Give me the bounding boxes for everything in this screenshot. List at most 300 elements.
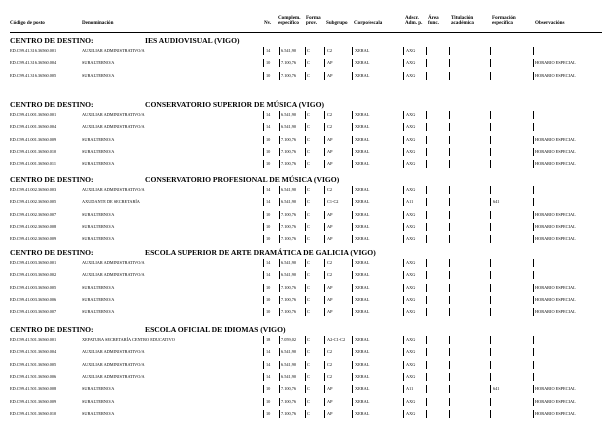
cell-level: 14 [266,187,271,192]
column-divider [279,308,280,316]
column-divider [403,410,404,418]
column-divider [449,296,450,304]
cell-code: ED.C99.41.001.36560.004 [10,124,57,130]
column-divider [305,160,306,168]
cell-compl: 7.100,76 [281,223,297,229]
column-divider [403,398,404,406]
cell-compl: 6.541,90 [281,199,297,205]
cell-name: SUBALTERNO/A [82,161,115,167]
cell-observations: HORARIO ESPECIAL [535,386,576,392]
column-divider [403,259,404,267]
cell-observations: HORARIO ESPECIAL [535,236,576,242]
cell-adscr: AXG [406,48,416,53]
cell-corpo: XERAL [355,398,370,404]
table-row [0,384,615,394]
column-divider [490,271,491,279]
column-divider [305,373,306,381]
column-divider [490,361,491,369]
cell-corpo: XERAL [355,48,370,53]
column-divider [426,59,427,67]
column-divider [324,111,325,119]
column-divider [305,336,306,344]
column-divider [305,223,306,231]
cell-compl: 7.100,76 [281,398,297,404]
column-divider [279,211,280,219]
column-divider [533,235,534,243]
centre-label: CENTRO DE DESTINO: [10,100,94,109]
column-divider [403,160,404,168]
cell-level: 10 [266,211,271,217]
column-divider [533,211,534,219]
cell-subgrupo: C2 [327,260,333,265]
cell-observations: HORARIO ESPECIAL [535,410,576,416]
header-adscr-bottom: Adm. p. [405,20,423,26]
column-divider [426,398,427,406]
header-forma-bottom: prov. [306,20,318,26]
column-divider [533,148,534,156]
column-divider [279,123,280,131]
cell-code: ED.C99.41.003.36560.005 [10,284,57,290]
column-divider [426,223,427,231]
column-divider [426,186,427,194]
cell-adscr: AXG [406,260,416,265]
column-divider [279,111,280,119]
column-divider [403,348,404,356]
cell-level: 18 [266,337,271,342]
cell-name: SUBALTERNO/A [82,60,115,66]
cell-corpo: XERAL [355,272,370,278]
cell-forma: C [307,284,310,290]
cell-compl: 7.100,76 [281,386,297,392]
column-divider [449,235,450,243]
centre-label: CENTRO DE DESTINO: [10,325,94,334]
centre-heading [10,175,600,184]
cell-level: 10 [266,72,271,78]
header-area-top: Área [428,15,439,21]
column-divider [263,336,264,344]
cell-name: AUXILIAR ADMINISTRATIVO/A [82,48,145,53]
column-divider [324,72,325,80]
cell-adscr: AXG [406,410,416,416]
cell-corpo: XERAL [355,349,370,355]
cell-code: ED.C99.41.001.36560.001 [10,112,57,117]
header-forma-top: Forma [306,15,321,21]
column-divider [533,47,534,55]
column-divider [263,123,264,131]
cell-adscr: AXG [406,211,416,217]
column-divider [533,308,534,316]
cell-adscr: A11 [406,386,414,392]
centre-heading [10,100,600,109]
cell-name: SUBALTERNO/A [82,398,115,404]
column-divider [490,123,491,131]
column-divider [403,111,404,119]
table-row [0,159,615,169]
column-divider [426,259,427,267]
column-divider [426,47,427,55]
cell-level: 14 [266,349,271,355]
column-divider [403,361,404,369]
cell-observations: HORARIO ESPECIAL [535,309,576,315]
column-divider [263,410,264,418]
column-divider [263,148,264,156]
column-divider [305,47,306,55]
table-row [0,270,615,280]
header-titulacion-bottom: académica [451,20,474,26]
column-divider [533,186,534,194]
cell-compl: 7.100,76 [281,284,297,290]
column-divider [324,47,325,55]
cell-level: 10 [266,398,271,404]
column-divider [533,72,534,80]
header-corpo: Corpo/escala [354,20,383,26]
column-divider [305,123,306,131]
cell-forma: C [307,187,310,192]
cell-corpo: XERAL [355,236,370,242]
column-divider [263,373,264,381]
header-compl-top: Complem. [278,15,301,21]
column-divider [490,385,491,393]
column-divider [449,271,450,279]
column-divider [324,361,325,369]
column-divider [279,271,280,279]
cell-corpo: XERAL [355,161,370,167]
column-divider [324,296,325,304]
column-divider [305,259,306,267]
cell-adscr: AXG [406,296,416,302]
cell-corpo: XERAL [355,211,370,217]
column-divider [279,235,280,243]
centre-label: CENTRO DE DESTINO: [10,248,94,257]
column-divider [533,361,534,369]
cell-code: ED.C99.41.501.36560.009 [10,398,57,404]
cell-level: 14 [266,124,271,130]
cell-name: SUBALTERNO/A [82,223,115,229]
cell-forma: C [307,236,310,242]
cell-subgrupo: AP [327,211,333,217]
cell-name: SUBALTERNO/A [82,386,115,392]
cell-forma: C [307,361,310,367]
cell-subgrupo: C2 [327,373,333,379]
column-divider [449,361,450,369]
cell-forma: C [307,398,310,404]
column-divider [305,284,306,292]
column-divider [263,235,264,243]
column-divider [426,72,427,80]
header-subgrupo: Subgrupo [326,20,348,26]
cell-adscr: AXG [406,112,416,117]
column-divider [426,111,427,119]
cell-code: ED.C99.41.002.36560.005 [10,199,57,205]
cell-name: AUXILIAR ADMINISTRATIVO/A [82,124,145,130]
column-divider [403,47,404,55]
cell-forma: C [307,309,310,315]
column-divider [533,271,534,279]
column-divider [279,259,280,267]
column-divider [533,123,534,131]
column-divider [533,336,534,344]
cell-code: ED.C99.41.003.36560.006 [10,296,57,302]
cell-level: 10 [266,236,271,242]
cell-forma: C [307,223,310,229]
cell-corpo: XERAL [355,361,370,367]
column-divider [533,296,534,304]
header-name: Denominación [82,20,114,26]
column-divider [279,348,280,356]
cell-name: AUXILIAR ADMINISTRATIVO/A [82,187,145,192]
cell-compl: 6.541,90 [281,361,297,367]
cell-corpo: XERAL [355,60,370,66]
cell-subgrupo: C2 [327,272,333,278]
column-divider [403,211,404,219]
column-divider [279,148,280,156]
column-divider [279,385,280,393]
column-divider [324,348,325,356]
column-divider [403,148,404,156]
column-divider [449,348,450,356]
cell-adscr: AXG [406,236,416,242]
column-divider [305,198,306,206]
column-divider [324,336,325,344]
centre-name: IES AUDIOVISUAL (VIGO) [145,36,240,45]
cell-subgrupo: C2 [327,48,333,53]
cell-observations: HORARIO ESPECIAL [535,296,576,302]
column-divider [533,198,534,206]
column-divider [263,111,264,119]
cell-corpo: XERAL [355,72,370,78]
column-divider [449,111,450,119]
column-divider [449,47,450,55]
column-divider [426,385,427,393]
cell-code: ED.C99.41.003.36560.002 [10,272,57,278]
column-divider [305,296,306,304]
centre-name: CONSERVATORIO SUPERIOR DE MÚSICA (VIGO) [145,100,325,109]
cell-level: 14 [266,112,271,117]
column-divider [305,385,306,393]
column-divider [533,223,534,231]
cell-name: SUBALTERNO/A [82,410,115,416]
column-divider [279,410,280,418]
column-divider [449,259,450,267]
cell-forma: C [307,211,310,217]
table-row [0,58,615,68]
column-divider [324,271,325,279]
header-formacion-bottom: específica [492,20,513,26]
table-row [0,409,615,419]
column-divider [449,59,450,67]
cell-observations: HORARIO ESPECIAL [535,284,576,290]
centre-label: CENTRO DE DESTINO: [10,36,94,45]
column-divider [263,186,264,194]
cell-name: XEFATURA SECRETARÍA CENTRO EDUCATIVO [82,337,175,342]
column-divider [533,59,534,67]
cell-subgrupo: AP [327,136,333,142]
cell-level: 10 [266,223,271,229]
column-divider [490,186,491,194]
column-divider [403,186,404,194]
column-divider [426,296,427,304]
cell-code: ED.C99.41.001.36560.011 [10,161,57,167]
table-row [0,222,615,232]
cell-level: 10 [266,309,271,315]
table-row [0,46,615,56]
column-divider [403,72,404,80]
column-divider [490,223,491,231]
column-divider [263,348,264,356]
cell-adscr: AXG [406,148,416,154]
cell-subgrupo: C2 [327,349,333,355]
column-divider [426,284,427,292]
column-divider [426,361,427,369]
cell-subgrupo: AP [327,410,333,416]
column-divider [324,398,325,406]
cell-code: ED.C99.41.003.36560.001 [10,260,57,265]
cell-adscr: AXG [406,309,416,315]
cell-compl: 7.100,76 [281,236,297,242]
centre-label: CENTRO DE DESTINO: [10,175,94,184]
cell-name: AUXILIAR ADMINISTRATIVO/A [82,349,145,355]
column-divider [403,123,404,131]
column-divider [490,198,491,206]
column-divider [403,223,404,231]
cell-observations: HORARIO ESPECIAL [535,223,576,229]
cell-corpo: XERAL [355,284,370,290]
table-row [0,71,615,81]
cell-level: 10 [266,284,271,290]
cell-forma: C [307,386,310,392]
header-formacion-top: Formación [492,15,516,21]
cell-level: 10 [266,136,271,142]
column-divider [403,198,404,206]
column-divider [403,296,404,304]
cell-adscr: AXG [406,398,416,404]
cell-level: 14 [266,199,271,205]
column-divider [490,47,491,55]
column-divider [324,198,325,206]
cell-adscr: AXG [406,72,416,78]
column-divider [263,398,264,406]
cell-observations: HORARIO ESPECIAL [535,211,576,217]
cell-corpo: XERAL [355,386,370,392]
cell-adscr: AXG [406,136,416,142]
cell-corpo: XERAL [355,136,370,142]
cell-adscr: AXG [406,337,416,342]
cell-corpo: XERAL [355,148,370,154]
cell-code: ED.C99.41.501.36560.010 [10,410,57,416]
column-divider [263,271,264,279]
cell-formacion: 641 [493,199,500,205]
column-divider [305,235,306,243]
column-divider [324,160,325,168]
column-divider [263,385,264,393]
column-divider [426,308,427,316]
cell-level: 10 [266,386,271,392]
column-divider [449,72,450,80]
centre-name: CONSERVATORIO PROFESIONAL DE MÚSICA (VIGO) [145,175,340,184]
column-divider [324,410,325,418]
column-divider [426,348,427,356]
cell-compl: 6.541,90 [281,112,297,117]
cell-code: ED.C99.41.316.36560.004 [10,60,57,66]
column-divider [305,308,306,316]
column-divider [324,308,325,316]
header-rule [10,32,602,33]
column-divider [263,296,264,304]
column-divider [403,136,404,144]
column-divider [305,211,306,219]
cell-name: SUBALTERNO/A [82,296,115,302]
cell-level: 10 [266,60,271,66]
cell-level: 14 [266,373,271,379]
cell-formacion: 641 [493,386,500,392]
column-divider [279,296,280,304]
cell-code: ED.C99.41.501.36560.006 [10,373,57,379]
column-divider [449,186,450,194]
cell-corpo: XERAL [355,337,370,342]
column-divider [279,72,280,80]
column-divider [279,136,280,144]
cell-corpo: XERAL [355,223,370,229]
cell-level: 14 [266,361,271,367]
cell-compl: 7.100,76 [281,309,297,315]
cell-forma: C [307,60,310,66]
cell-compl: 7.100,76 [281,72,297,78]
column-divider [449,398,450,406]
column-divider [449,410,450,418]
column-divider [263,72,264,80]
column-divider [426,410,427,418]
column-divider [533,398,534,406]
column-divider [403,235,404,243]
column-divider [490,284,491,292]
header-observations: Observacións [535,20,565,26]
cell-subgrupo: C2 [327,187,333,192]
column-divider [324,59,325,67]
column-divider [324,136,325,144]
column-divider [449,373,450,381]
cell-level: 10 [266,161,271,167]
cell-code: ED.C99.41.501.36560.005 [10,361,57,367]
centre-name: ESCOLA SUPERIOR DE ARTE DRAMÁTICA DE GALICIA (VIGO) [145,248,376,257]
cell-observations: HORARIO ESPECIAL [535,60,576,66]
column-divider [279,361,280,369]
column-divider [490,308,491,316]
column-divider [449,223,450,231]
column-divider [426,336,427,344]
table-row [0,335,615,345]
column-divider [490,160,491,168]
cell-code: ED.C99.41.002.36560.007 [10,211,57,217]
cell-code: ED.C99.41.003.36560.007 [10,309,57,315]
cell-name: AUXILIAR ADMINISTRATIVO/A [82,373,145,379]
table-row [0,147,615,157]
column-divider [324,284,325,292]
cell-compl: 7.100,76 [281,211,297,217]
column-divider [533,259,534,267]
column-divider [490,259,491,267]
column-divider [279,223,280,231]
cell-corpo: XERAL [355,296,370,302]
column-divider [279,160,280,168]
cell-adscr: AXG [406,361,416,367]
column-divider [305,271,306,279]
header-code: Código de posto [10,20,45,26]
column-divider [426,235,427,243]
column-divider [490,59,491,67]
cell-level: 14 [266,48,271,53]
cell-forma: C [307,148,310,154]
cell-forma: C [307,349,310,355]
